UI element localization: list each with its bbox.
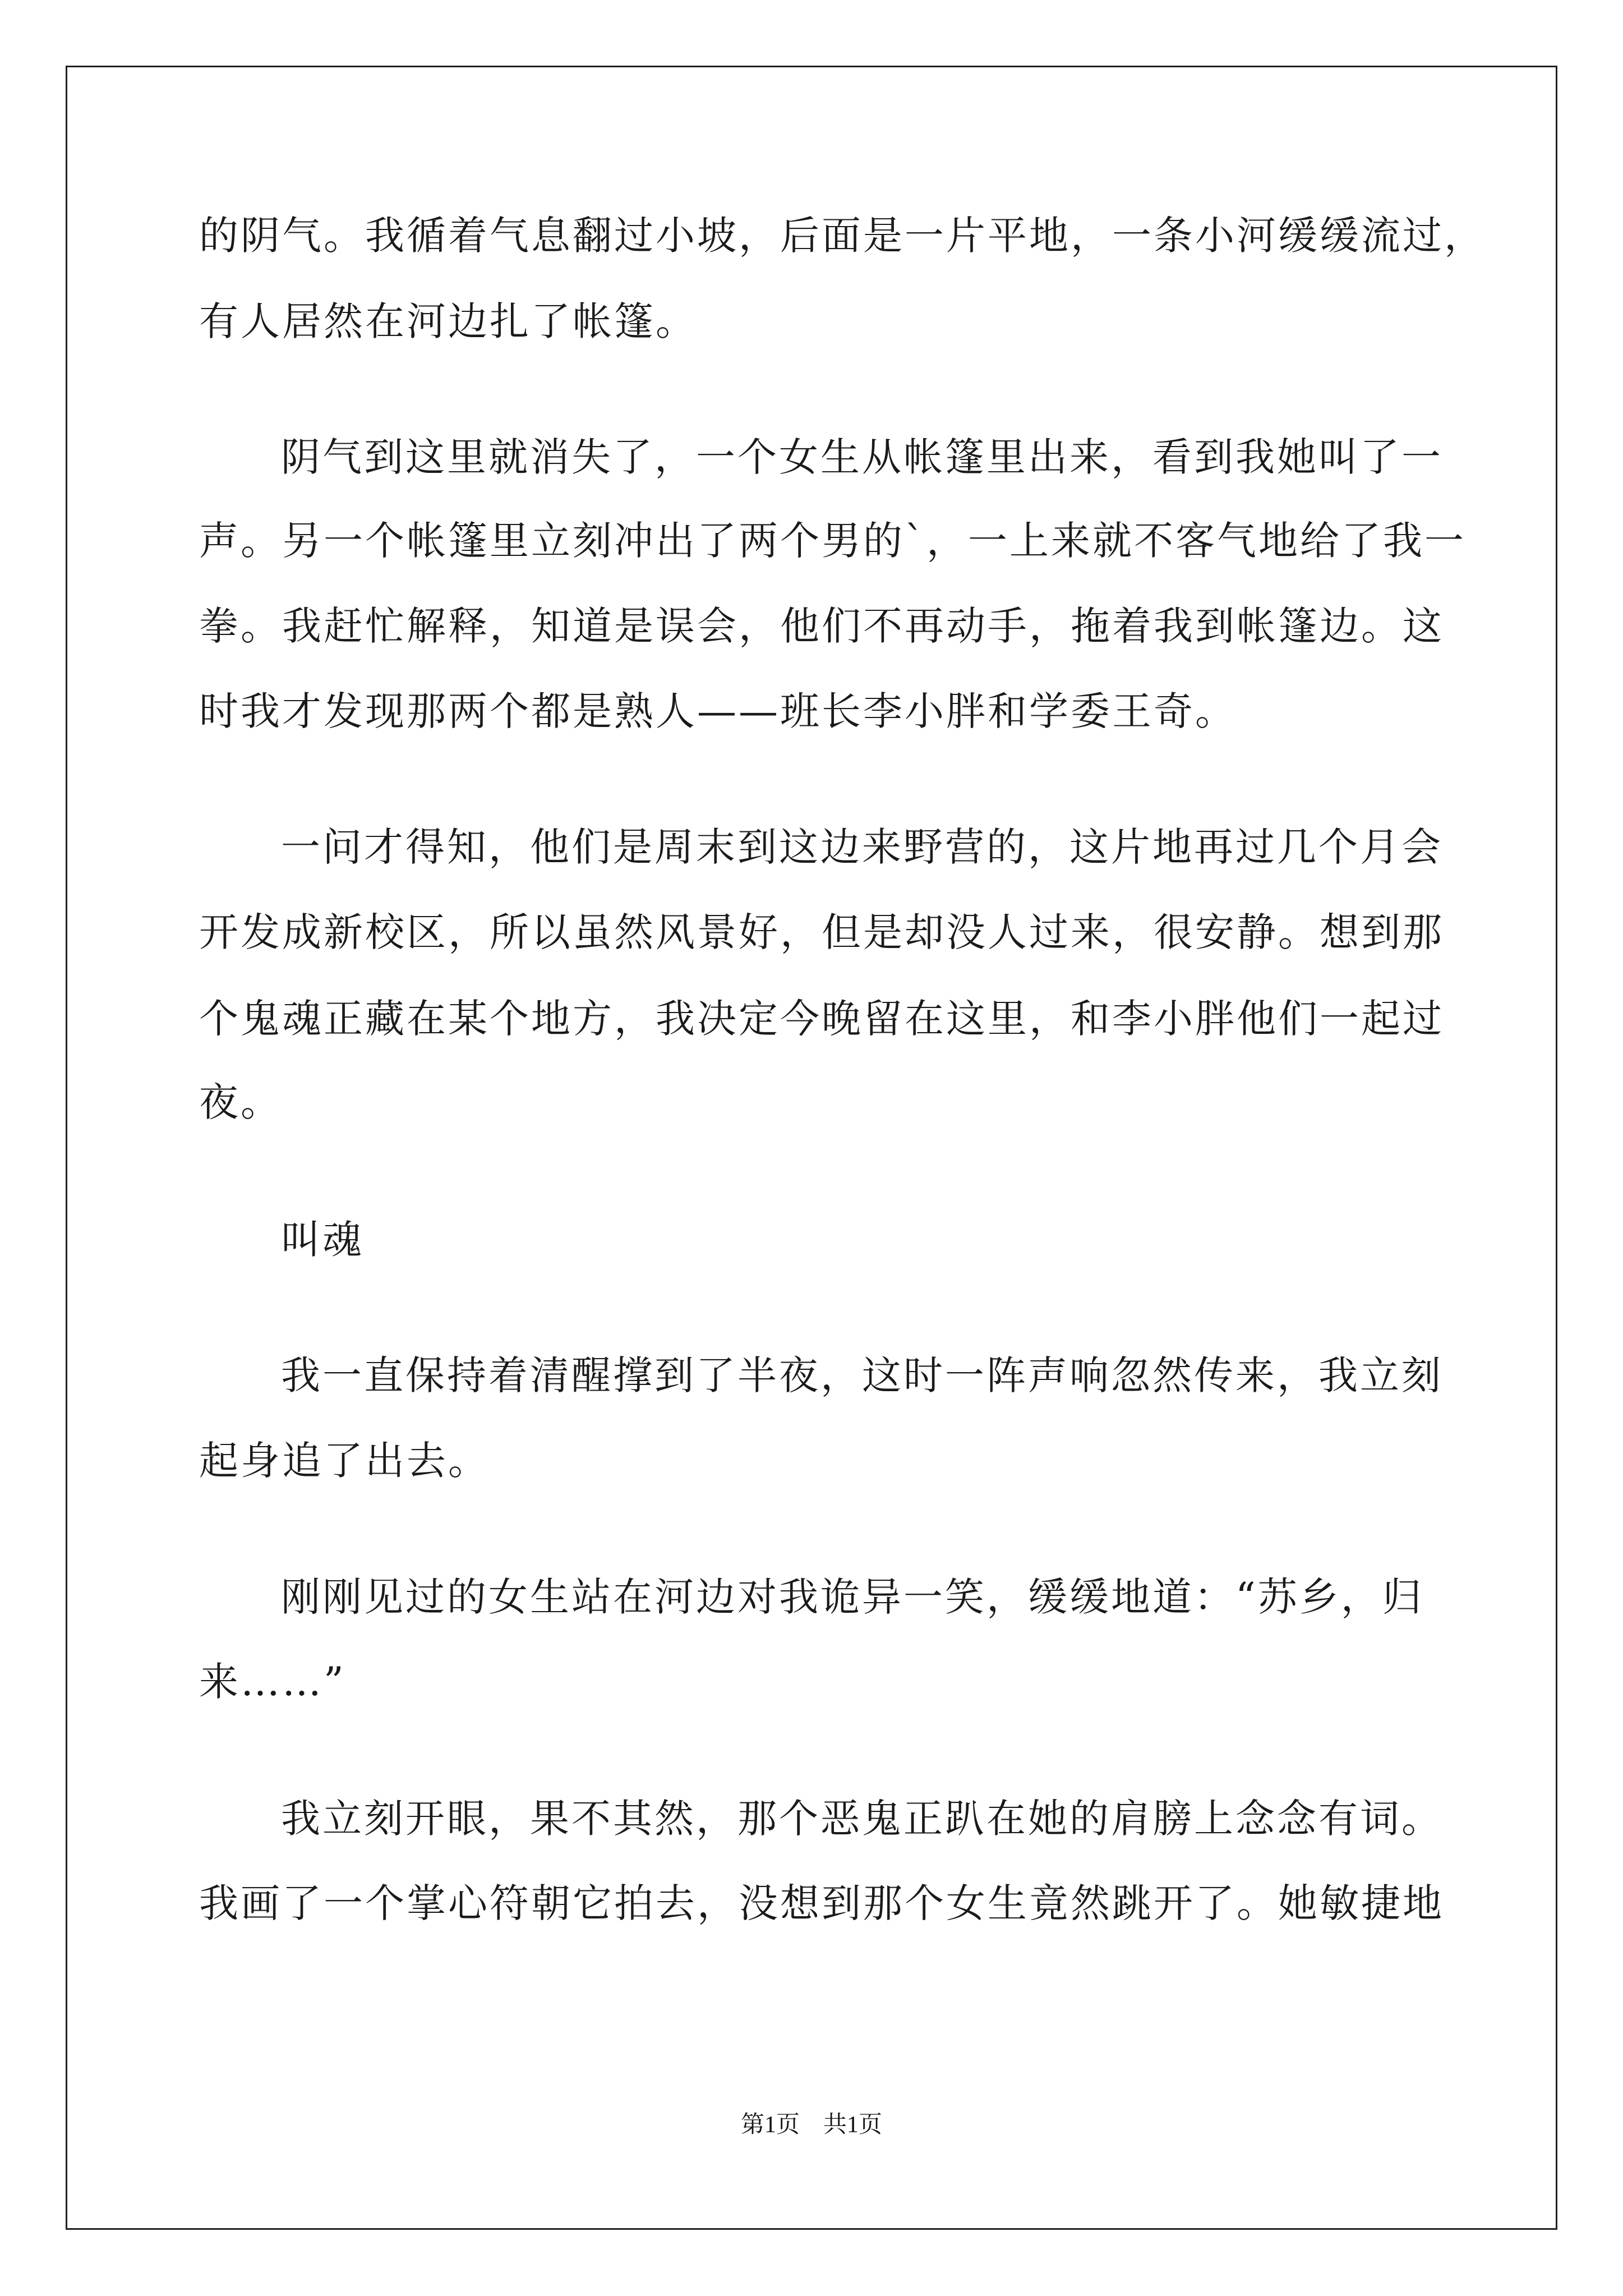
paragraph-start: 我一直保持着清醒撑到了半夜，这时一阵声响忽然传来，我立刻 [281,1352,1443,1398]
text-line-15: 来……” [199,1659,346,1705]
text-line-6: 时我才发现那两个都是熟人——班长李小胖和学委王奇。 [199,688,1237,734]
text-line-9: 个鬼魂正藏在某个地方，我决定今晚留在这里，和李小胖他们一起过 [199,996,1444,1042]
page-number: 第1页 共1页 [740,2112,882,2138]
text-line-5: 拳。我赶忙解释，知道是误会，他们不再动手，拖着我到帐篷边。这 [199,603,1444,649]
paragraph-start: 我立刻开眼，果不其然，那个恶鬼正趴在她的肩膀上念念有词。 [281,1796,1443,1842]
paragraph-start: 一问才得知，他们是周末到这边来野营的，这片地再过几个月会 [281,824,1443,870]
text-line-10: 夜。 [199,1079,282,1125]
text-line-4: 声。另一个帐篷里立刻冲出了两个男的`，一上来就不客气地给了我一 [199,518,1466,564]
text-line-17: 我画了一个掌心符朝它拍去，没想到那个女生竟然跳开了。她敏捷地 [199,1880,1444,1926]
paragraph-start: 阴气到这里就消失了，一个女生从帐篷里出来，看到我她叫了一 [281,434,1443,480]
text-line-8: 开发成新校区，所以虽然风景好，但是却没人过来，很安静。想到那 [199,909,1444,955]
paragraph-start: 刚刚见过的女生站在河边对我诡异一笑，缓缓地道：“苏乡，归 [281,1574,1424,1620]
section-heading: 叫魂 [281,1217,364,1263]
text-line-13: 起身追了出去。 [199,1438,490,1484]
text-line-1: 的阴气。我循着气息翻过小坡，后面是一片平地，一条小河缓缓流过， [199,213,1486,259]
text-line-2: 有人居然在河边扎了帐篷。 [199,298,697,344]
